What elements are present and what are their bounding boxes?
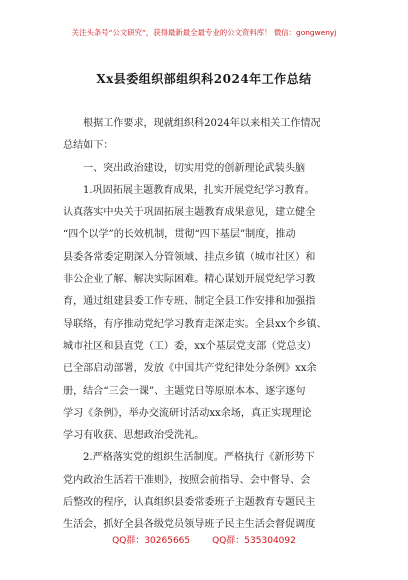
- qq-footer: [0, 533, 408, 546]
- promo-banner: 关注头条号“公文研究”，获得最新最全最专业的公文资料库！ 微信：gongwenyj: [71, 28, 337, 37]
- body-line: 生活会，抓好全县各级党员领导班子民主生活会督促调度: [63, 519, 316, 531]
- body-line: 已全部启动部署，发放《中国共产党纪律处分条例》xx余: [63, 363, 317, 375]
- body-line: 非公企业了解、解决实际困难。精心谋划开展党纪学习教: [63, 274, 316, 286]
- qq-group-1: QQ群：30265665: [112, 536, 191, 546]
- body-line: 导联络，有序推动党纪学习教育走深走实。全县xx个乡镇、: [63, 318, 327, 330]
- qq-group-2: QQ群：535304092: [212, 536, 296, 546]
- body-line: 学习《条例》，举办交流研讨活动xx余场，真正实现理论: [63, 407, 312, 419]
- body-line: 党内政治生活若干准则》，按照会前指导、会中督导、会: [63, 474, 311, 486]
- body-line: “四个以学”的长效机制，贯彻“四下基层”制度，推动: [63, 229, 296, 241]
- subsection-heading: 2.严格落实党的组织生活制度。严格执行《新形势下: [83, 452, 315, 464]
- body-line: 后整改的程序，认真组织县委常委班子主题教育专题民主: [63, 497, 316, 509]
- section-heading: 一、突出政治建设，切实用党的创新理论武装头脑: [83, 162, 306, 174]
- body-line: 根据工作要求，现就组织科2024年以来相关工作情况: [83, 118, 321, 129]
- document-body: [63, 113, 348, 537]
- body-line: 总结如下：: [63, 140, 114, 152]
- body-line: 认真落实中央关于巩固拓展主题教育成果意见，建立健全: [63, 207, 316, 219]
- body-line: 学习有收获、思想政治受洗礼。: [63, 430, 205, 442]
- body-line: 育，通过组建县委工作专班、制定全县工作安排和加强指: [63, 296, 316, 308]
- subsection-heading: 1.巩固拓展主题教育成果，扎实开展党纪学习教育。: [83, 184, 315, 196]
- body-line: 城市社区和县直党（工）委，xx个基层党支部（党总支）: [63, 340, 317, 352]
- body-line: 县委各常委定期深入分管领域、挂点乡镇（城市社区）和: [63, 251, 316, 263]
- body-line: 册，结合“三会一课”、主题党日等原原本本、逐字逐句: [63, 385, 306, 397]
- document-title: Xx县委组织部组织科2024年工作总结: [96, 72, 312, 86]
